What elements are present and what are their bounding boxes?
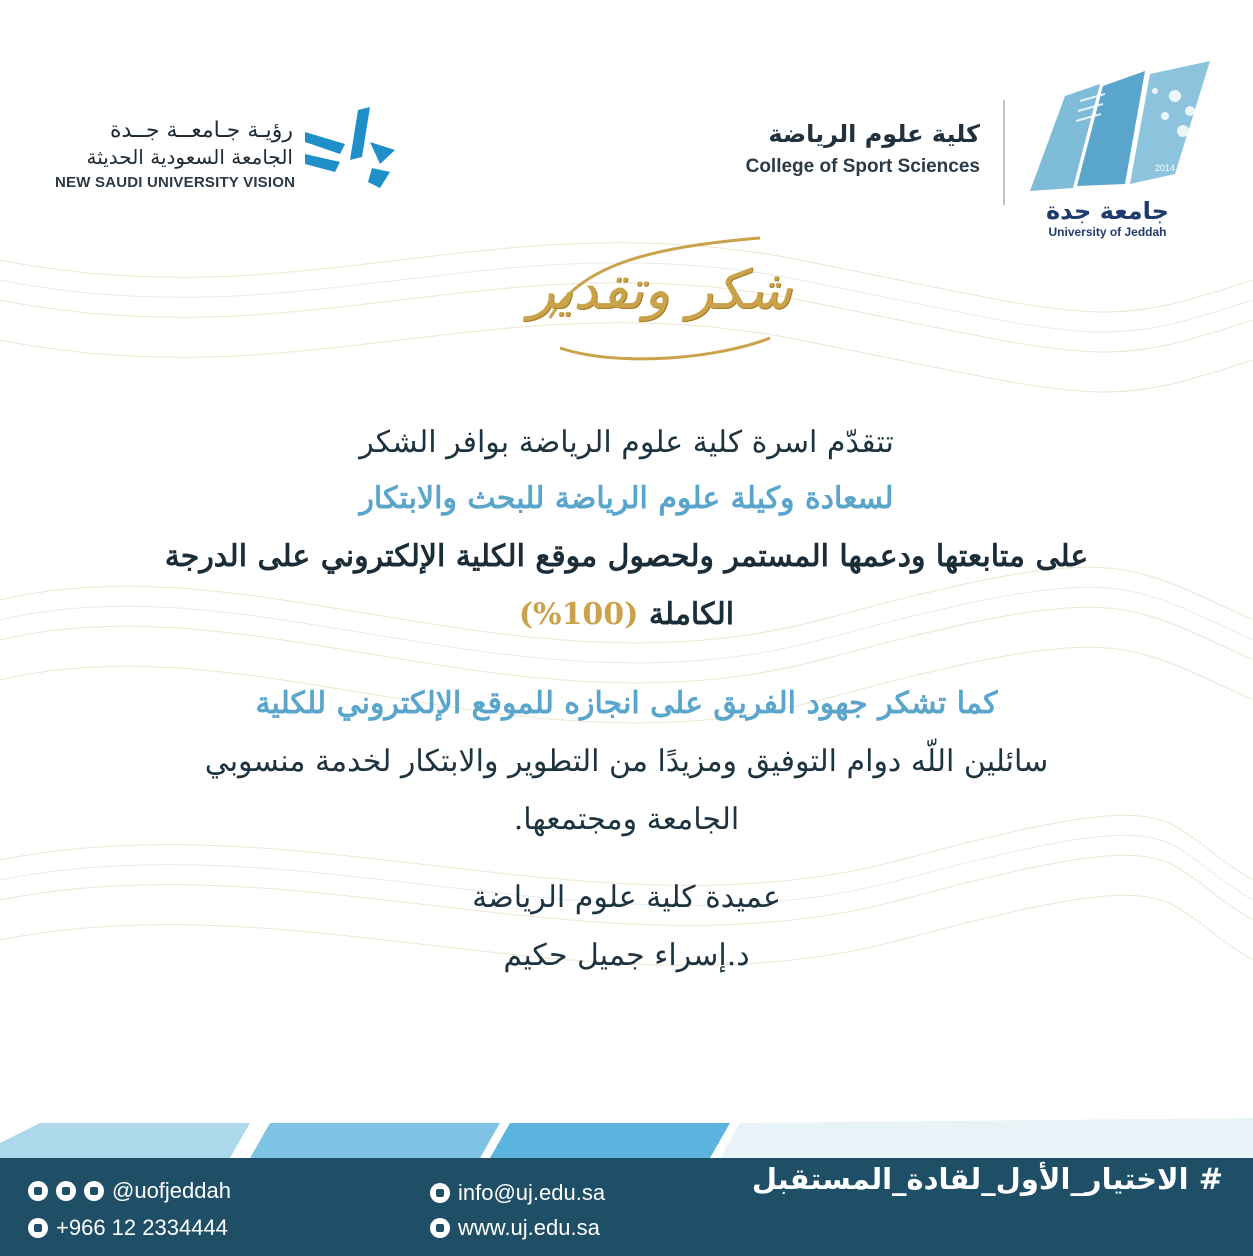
vision-logo-icon (300, 102, 400, 192)
footer-stripes (0, 1118, 1253, 1158)
wishes-line: سائلين اللّه دوام التوفيق ومزيدًا من التطوير والابتكار لخدمة منسوبي (204, 744, 1049, 779)
team-thanks-line: كما تشكر جهود الفريق على انجازه للموقع الإلكتروني للكلية (255, 686, 998, 721)
university-name (1025, 197, 1190, 239)
globe-icon (430, 1218, 450, 1238)
college-name-en: College of Sport Sciences (745, 156, 980, 177)
calligraphy-title (520, 228, 800, 378)
vision-ar-line1: رؤيـة جـامعــة جــدة (110, 118, 293, 143)
intro-line: تتقدّم اسرة كلية علوم الرياضة بوافر الشكر (359, 425, 894, 460)
instagram-icon (28, 1181, 48, 1201)
snapchat-icon (84, 1181, 104, 1201)
logo-year: 2014 (1155, 163, 1176, 173)
signature-name: د.إسراء جميل حكيم (503, 938, 750, 973)
title-text: شكر وتقدير (528, 258, 792, 321)
email-address: info@uj.edu.sa (458, 1180, 606, 1205)
social-contact[interactable] (28, 1178, 231, 1204)
reason-line: على متابعتها ودعمها المستمر ولحصول موقع الكلية الإلكتروني على الدرجة (164, 539, 1089, 574)
college-name-ar: كلية علوم الرياضة (768, 120, 980, 148)
website-contact[interactable] (430, 1215, 600, 1241)
website-url: www.uj.edu.sa (458, 1215, 600, 1240)
phone-icon (28, 1218, 48, 1238)
phone-contact[interactable] (28, 1215, 228, 1241)
university-name-ar: جامعة جدة (1046, 197, 1169, 225)
signature-title: عميدة كلية علوم الرياضة (472, 880, 781, 915)
percentage-text: (100%) (518, 597, 639, 632)
social-handle: @uofjeddah (112, 1178, 231, 1203)
phone-number: +966 12 2334444 (56, 1215, 228, 1240)
email-contact[interactable] (430, 1180, 605, 1206)
header-divider (1003, 100, 1005, 205)
vision-logo-block (55, 100, 405, 200)
reason-line-2 (60, 587, 1193, 643)
letter-body (60, 415, 1193, 985)
college-name (700, 118, 980, 178)
university-logo-icon (1025, 56, 1215, 206)
vision-en: NEW SAUDI UNIVERSITY VISION (55, 174, 296, 191)
email-icon (430, 1183, 450, 1203)
wishes-line-2: الجامعة ومجتمعها. (513, 802, 740, 837)
reason-line-2-text: الكاملة (648, 597, 735, 632)
vision-ar-line2: الجامعة السعودية الحديثة (86, 145, 293, 169)
recipient-line: لسعادة وكيلة علوم الرياضة للبحث والابتكار (359, 481, 894, 516)
university-name-en: University of Jeddah (1048, 225, 1167, 239)
hashtag: # الاختيار_الأول_لقادة_المستقبل (751, 1162, 1223, 1196)
twitter-icon (56, 1181, 76, 1201)
vision-text (55, 118, 296, 191)
